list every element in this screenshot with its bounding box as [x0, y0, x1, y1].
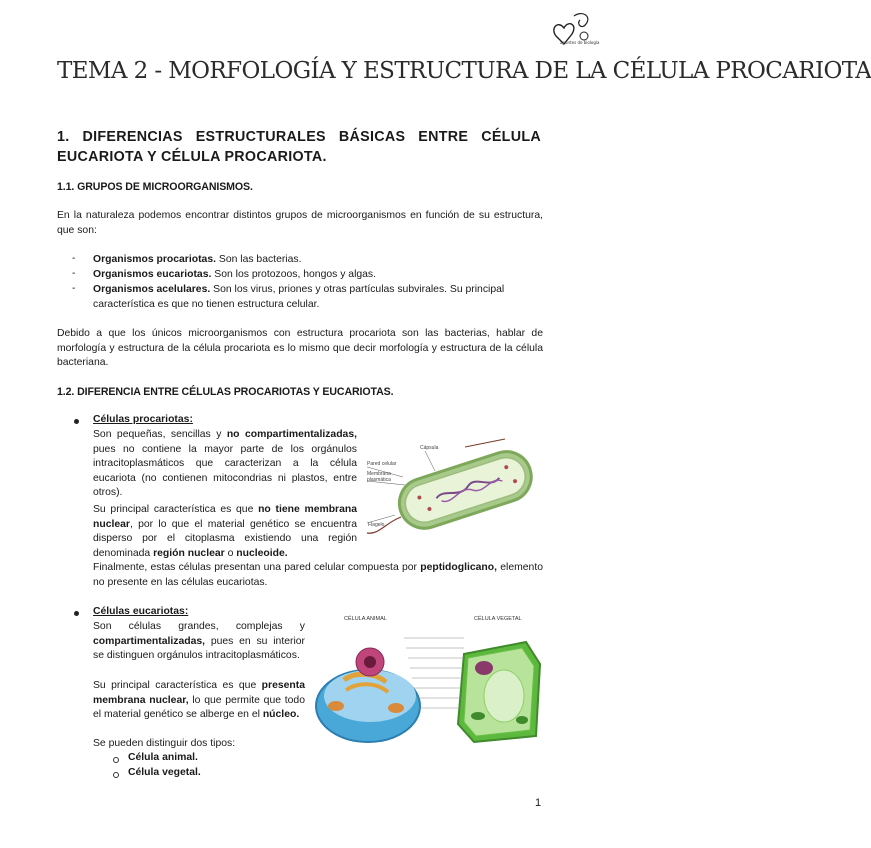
eukaryotic-cells-diagram [314, 624, 546, 748]
animal-cell [316, 648, 420, 742]
flagellum-line [465, 439, 505, 447]
section-1-1-intro: En la naturaleza podemos encontrar distintos grupos de microorganismos en función de su estructura, que son: [57, 210, 543, 236]
figure-label-membrana: Membrana plasmática [367, 471, 391, 483]
page-title: TEMA 2 - MORFOLOGÍA Y ESTRUCTURA DE LA CÉLULA PROCARIOTA [57, 58, 871, 84]
figure-label-flagelo: Flagelo [368, 522, 385, 528]
page-number: 1 [535, 797, 542, 809]
procariotas-paragraph-2: Su principal característica es que no tiene membrana nuclear, por lo que el material genético se encuentra disperso por el citoplasma existiendo una región denominada región nuclear o nucleoide. [93, 504, 358, 559]
bullet-dash: - [72, 283, 76, 294]
list-item: Organismos acelulares. Son los virus, priones y otras partículas subvirales. Su principal característica es que no tienen estructura celular. [93, 284, 505, 310]
bullet-dot [74, 611, 79, 616]
type-animal: Célula animal. [128, 752, 198, 763]
procariotas-paragraph-3: Finalmente, estas células presentan una pared celular compuesta por peptidoglicano, elemento no presente en las células eucariotas. [93, 562, 544, 588]
type-vegetal: Célula vegetal. [128, 767, 201, 778]
bullet-dash: - [72, 268, 76, 279]
bullet-circle [113, 772, 119, 778]
author-logo-icon [548, 6, 594, 54]
list-item: Organismos procariotas. Son las bacterias. [93, 254, 302, 265]
section-1-1-heading: 1.1. GRUPOS DE MICROORGANISMOS. [57, 181, 253, 193]
logo-caption: apuntes de biología [560, 40, 600, 45]
figure-label-pared: Pared celular [367, 461, 397, 467]
bullet-dash: - [72, 253, 76, 264]
figure-label-capsula: Cápsula [420, 445, 439, 451]
bacterium-diagram [365, 437, 543, 539]
bullet-dot [74, 419, 79, 424]
section-1-2-heading: 1.2. DIFERENCIA ENTRE CÉLULAS PROCARIOTAS Y EUCARIOTAS. [57, 386, 394, 398]
eucariotas-paragraph-2: Su principal característica es que presenta membrana nuclear, lo que permite que todo el material genético se alberge en el núcleo. [93, 680, 305, 721]
list-item: Organismos eucariotas. Son los protozoos, hongos y algas. [93, 269, 377, 280]
bullet-circle [113, 757, 119, 763]
section-1-1-closing: Debido a que los únicos microorganismos con estructura procariota son las bacterias, hablar de morfología y estructura de la célula procariota es lo mismo que decir morfología y estructura de la célula bacteriana. [57, 328, 543, 368]
eucariotas-paragraph-1: Son células grandes, complejas y compartimentalizadas, pues en su interior se distinguen orgánulos intracitoplasmáticos. [93, 621, 305, 662]
figure-title-vegetal: CÉLULA VEGETAL [474, 616, 522, 622]
section-1-heading: 1. DIFERENCIAS ESTRUCTURALES BÁSICAS ENTRE CÉLULA EUCARIOTA Y CÉLULA PROCARIOTA. [57, 129, 541, 165]
eucariotas-title: Células eucariotas: [93, 606, 189, 617]
plant-cell [458, 642, 540, 742]
figure-title-animal: CÉLULA ANIMAL [344, 616, 387, 622]
procariotas-title: Células procariotas: [93, 414, 193, 425]
procariotas-paragraph-1: Son pequeñas, sencillas y no compartimentalizadas, pues no contiene la mayor parte de los orgánulos intracitoplasmáticos que caracterizan a la célula eucariota (no contienen mitocondrias ni plastos, entre otros). [93, 429, 357, 499]
eucariotas-paragraph-3: Se pueden distinguir dos tipos: [93, 738, 236, 749]
